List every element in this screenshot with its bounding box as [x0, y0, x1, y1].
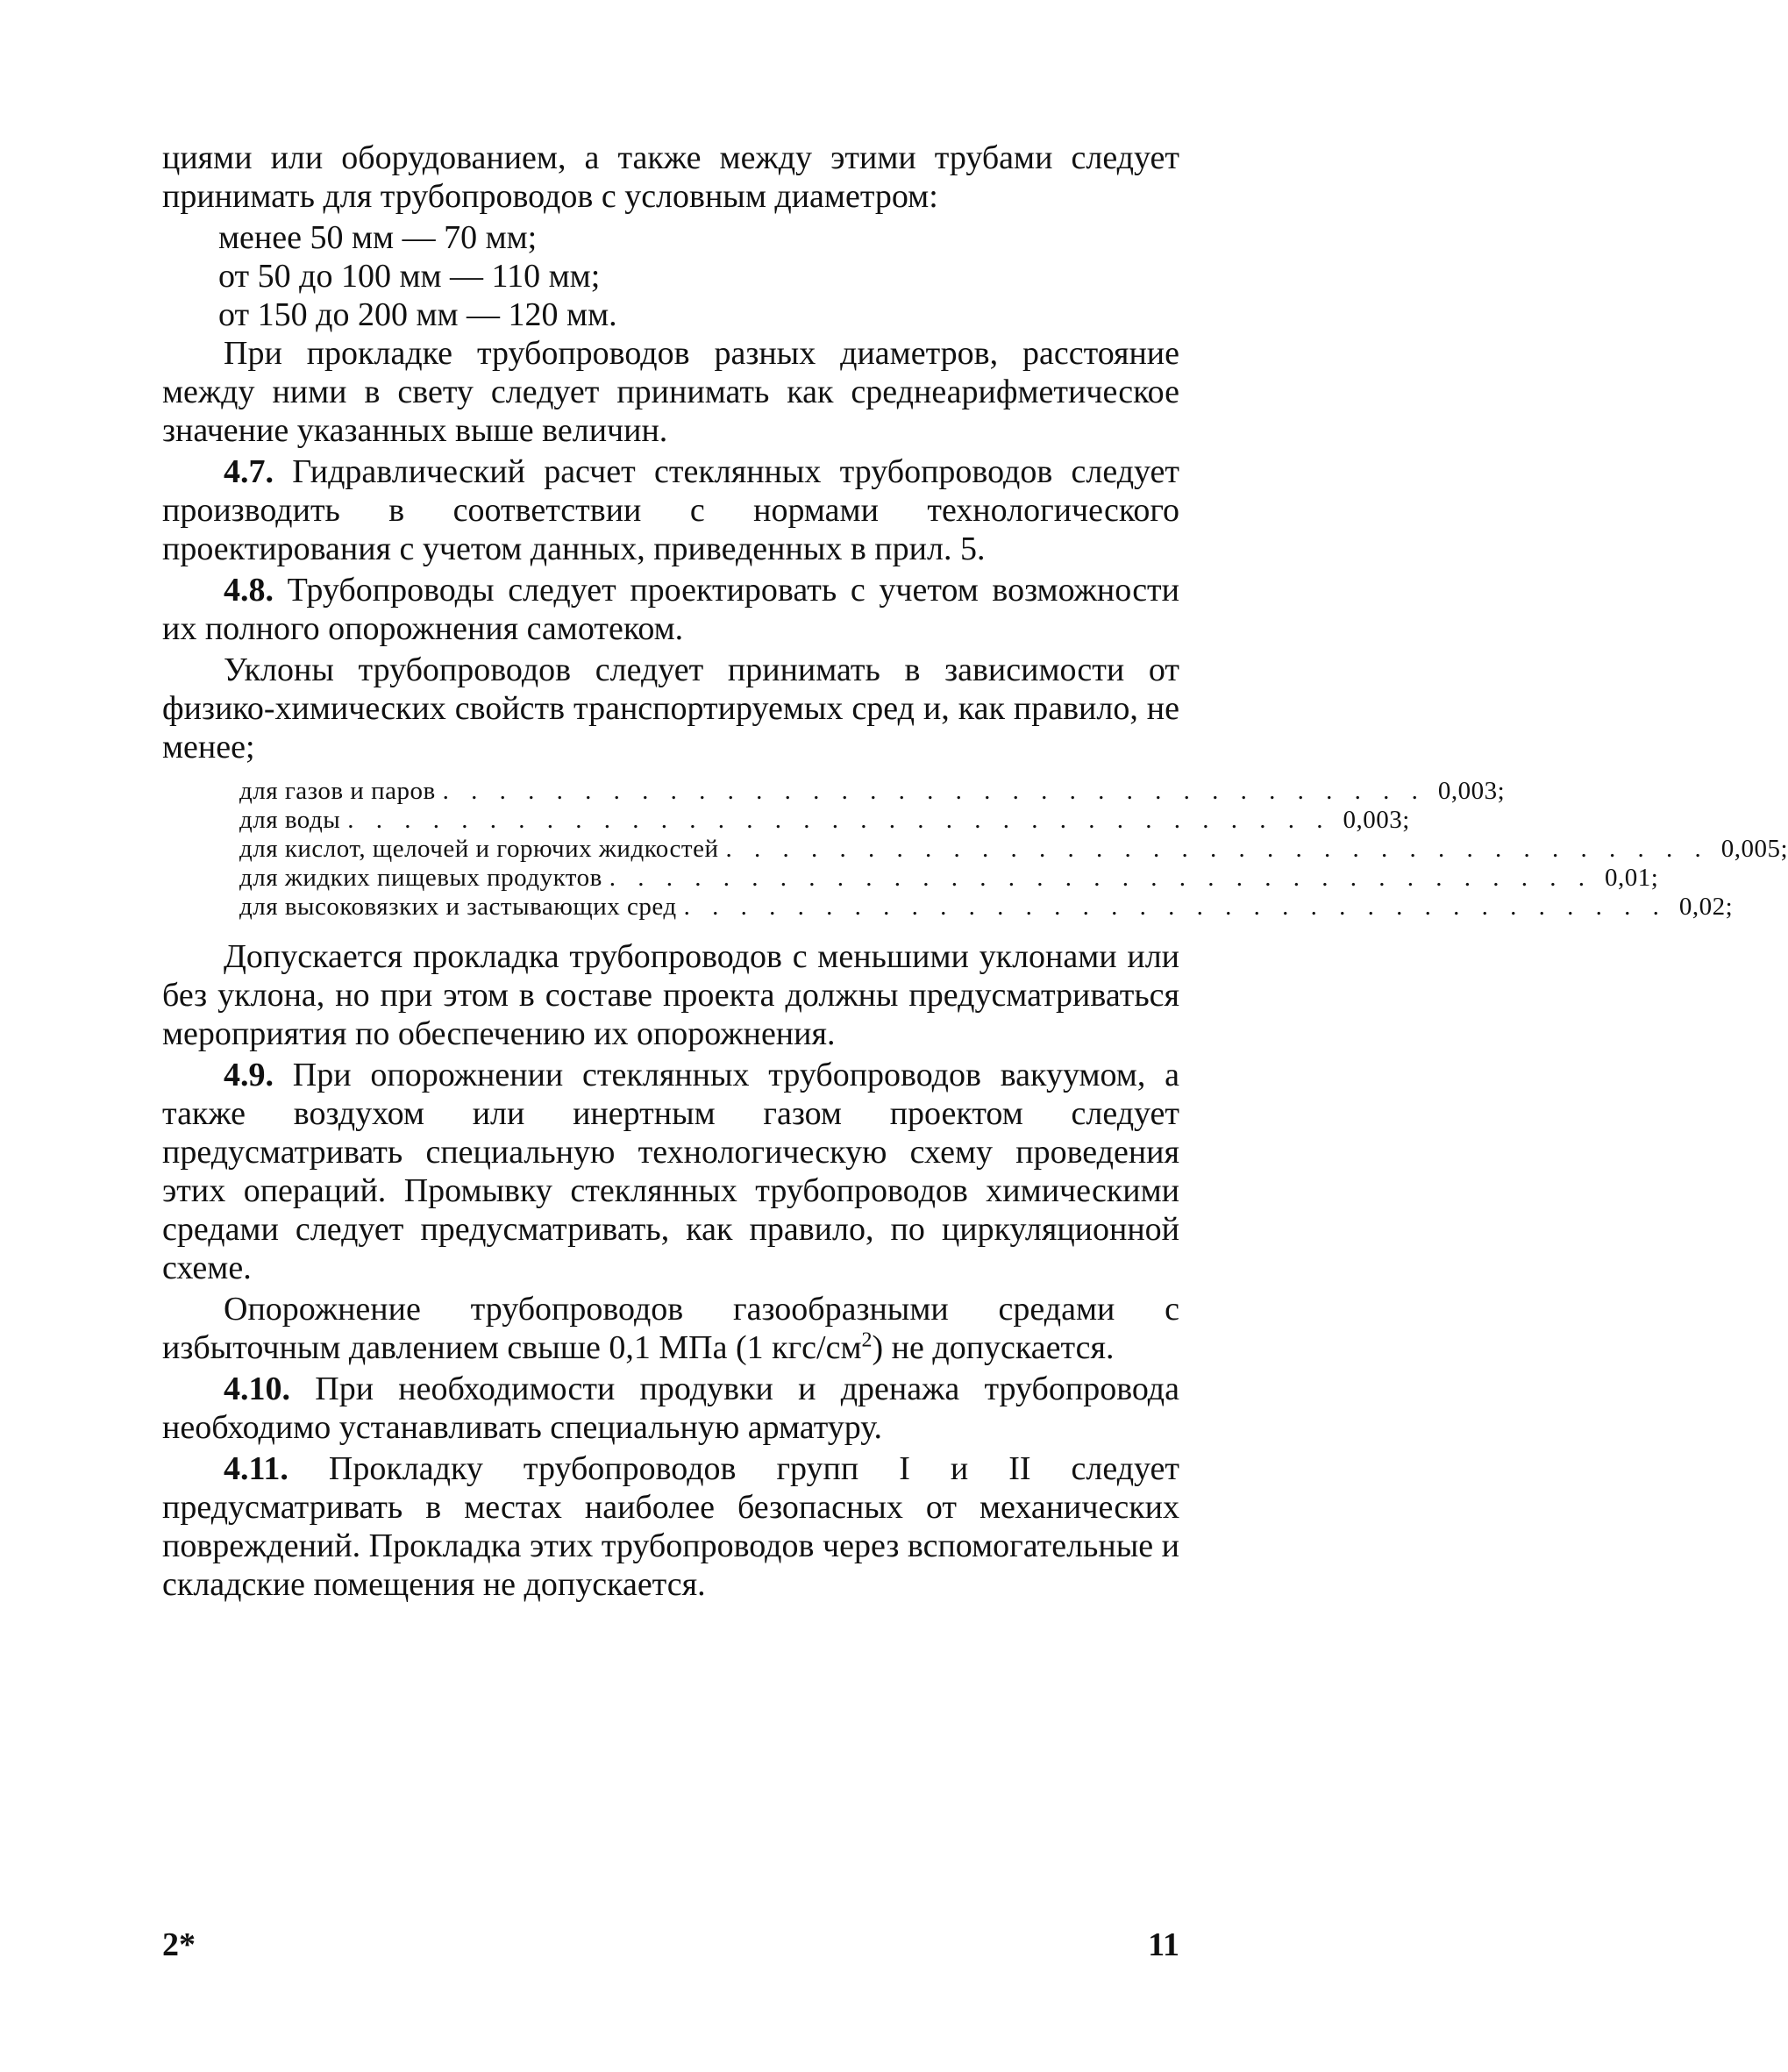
- slope-value: 0,005;: [1720, 835, 1788, 863]
- slope-row: [239, 893, 1734, 922]
- slope-label: для газов и паров: [239, 777, 436, 805]
- list-item: от 50 до 100 мм — 110 мм;: [218, 258, 601, 295]
- slope-row: [239, 806, 1410, 835]
- section-number: 4.9.: [224, 1057, 274, 1093]
- slope-label: для жидких пищевых продуктов: [239, 864, 602, 892]
- slope-label: для высоковязких и застывающих сред: [239, 893, 677, 921]
- paragraph-diameters: При прокладке трубопроводов разных диаметров, расстояние между ними в свету следует принимать как среднеарифметическое значение указанных выше величин.: [162, 335, 1179, 449]
- section-number: 4.8.: [224, 572, 274, 609]
- slope-value: 0,003;: [1437, 777, 1506, 805]
- paragraph-continuation: циями или оборудованием, а также между этими трубами следует принимать для трубопроводов с условным диаметром:: [162, 139, 1179, 215]
- text-fragment: ) не допускается.: [872, 1329, 1115, 1366]
- section-4-8: [162, 571, 1179, 648]
- section-text: Прокладку трубопроводов групп I и II следует предусматривать в местах наиболее безопасных от механических повреждений. Прокладка этих трубопроводов через вспомогательные и складские помещения не допускается.: [162, 1450, 1179, 1603]
- list-item: менее 50 мм — 70 мм;: [218, 219, 538, 256]
- section-text: Гидравлический расчет стеклянных трубопроводов следует производить в соответствии с нормами технологического проектирования с учетом данных, приведенных в прил. 5.: [162, 453, 1179, 567]
- page-number: 11: [1148, 1926, 1179, 1963]
- slope-row: [239, 835, 1788, 864]
- leader-dots: . . . . . . . . . . . . . . . . . . . . . . . . . . . . . . . . . . .: [442, 777, 1426, 805]
- leader-dots: . . . . . . . . . . . . . . . . . . . . . . . . . . . . . . . . . . .: [609, 864, 1593, 892]
- section-4-9: [162, 1056, 1179, 1287]
- slope-value: 0,02;: [1678, 893, 1734, 921]
- section-number: 4.10.: [224, 1371, 290, 1407]
- leader-dots: . . . . . . . . . . . . . . . . . . . . . . . . . . . . . . . . . . .: [347, 806, 1331, 834]
- slope-value: 0,01;: [1605, 864, 1659, 892]
- section-number: 4.11.: [224, 1450, 289, 1487]
- paragraph-reduced-slopes: Допускается прокладка трубопроводов с меньшими уклонами или без уклона, но при этом в составе проекта должны предусматриваться мероприятия по обеспечению их опорожнения.: [162, 938, 1179, 1052]
- paragraph-slopes-intro: Уклоны трубопроводов следует принимать в зависимости от физико-химических свойств транспортируемых сред и, как правило, не менее;: [162, 652, 1179, 765]
- slope-row: [239, 777, 1506, 806]
- slope-label: для воды: [239, 806, 341, 834]
- section-text: При опорожнении стеклянных трубопроводов вакуумом, а также воздухом или инертным газом проектом следует предусматривать специальную технологическую схему проведения этих операций. Промывку стеклянных трубопроводов химическими средами следует предусматривать, как правило, по циркуляционной схеме.: [162, 1057, 1179, 1286]
- section-4-7: [162, 452, 1179, 568]
- section-4-10: [162, 1370, 1179, 1447]
- section-4-11: [162, 1449, 1179, 1604]
- section-text: Трубопроводы следует проектировать с учетом возможности их полного опорожнения самотеком.: [162, 572, 1179, 647]
- slope-row: [239, 864, 1659, 893]
- slopes-table: [239, 777, 1788, 922]
- superscript: 2: [861, 1328, 873, 1352]
- page-footer: [162, 1926, 1179, 1964]
- section-text: При необходимости продувки и дренажа трубопровода необходимо устанавливать специальную арматуру.: [162, 1371, 1179, 1446]
- text-fragment: Опорожнение трубопроводов газообразными средами с избыточным давлением свыше 0,1 МПа (1 кгс/см: [162, 1291, 1179, 1366]
- list-item: от 150 до 200 мм — 120 мм.: [218, 296, 617, 333]
- slope-value: 0,003;: [1343, 806, 1410, 834]
- body-text: [162, 139, 1788, 1606]
- section-number: 4.7.: [224, 453, 274, 490]
- paragraph-gas-emptying: [162, 1290, 1179, 1367]
- signature-mark: 2*: [162, 1926, 196, 1963]
- leader-dots: . . . . . . . . . . . . . . . . . . . . . . . . . . . . . . . . . . .: [725, 835, 1709, 863]
- slope-label: для кислот, щелочей и горючих жидкостей: [239, 835, 719, 863]
- leader-dots: . . . . . . . . . . . . . . . . . . . . . . . . . . . . . . . . . . .: [683, 893, 1667, 921]
